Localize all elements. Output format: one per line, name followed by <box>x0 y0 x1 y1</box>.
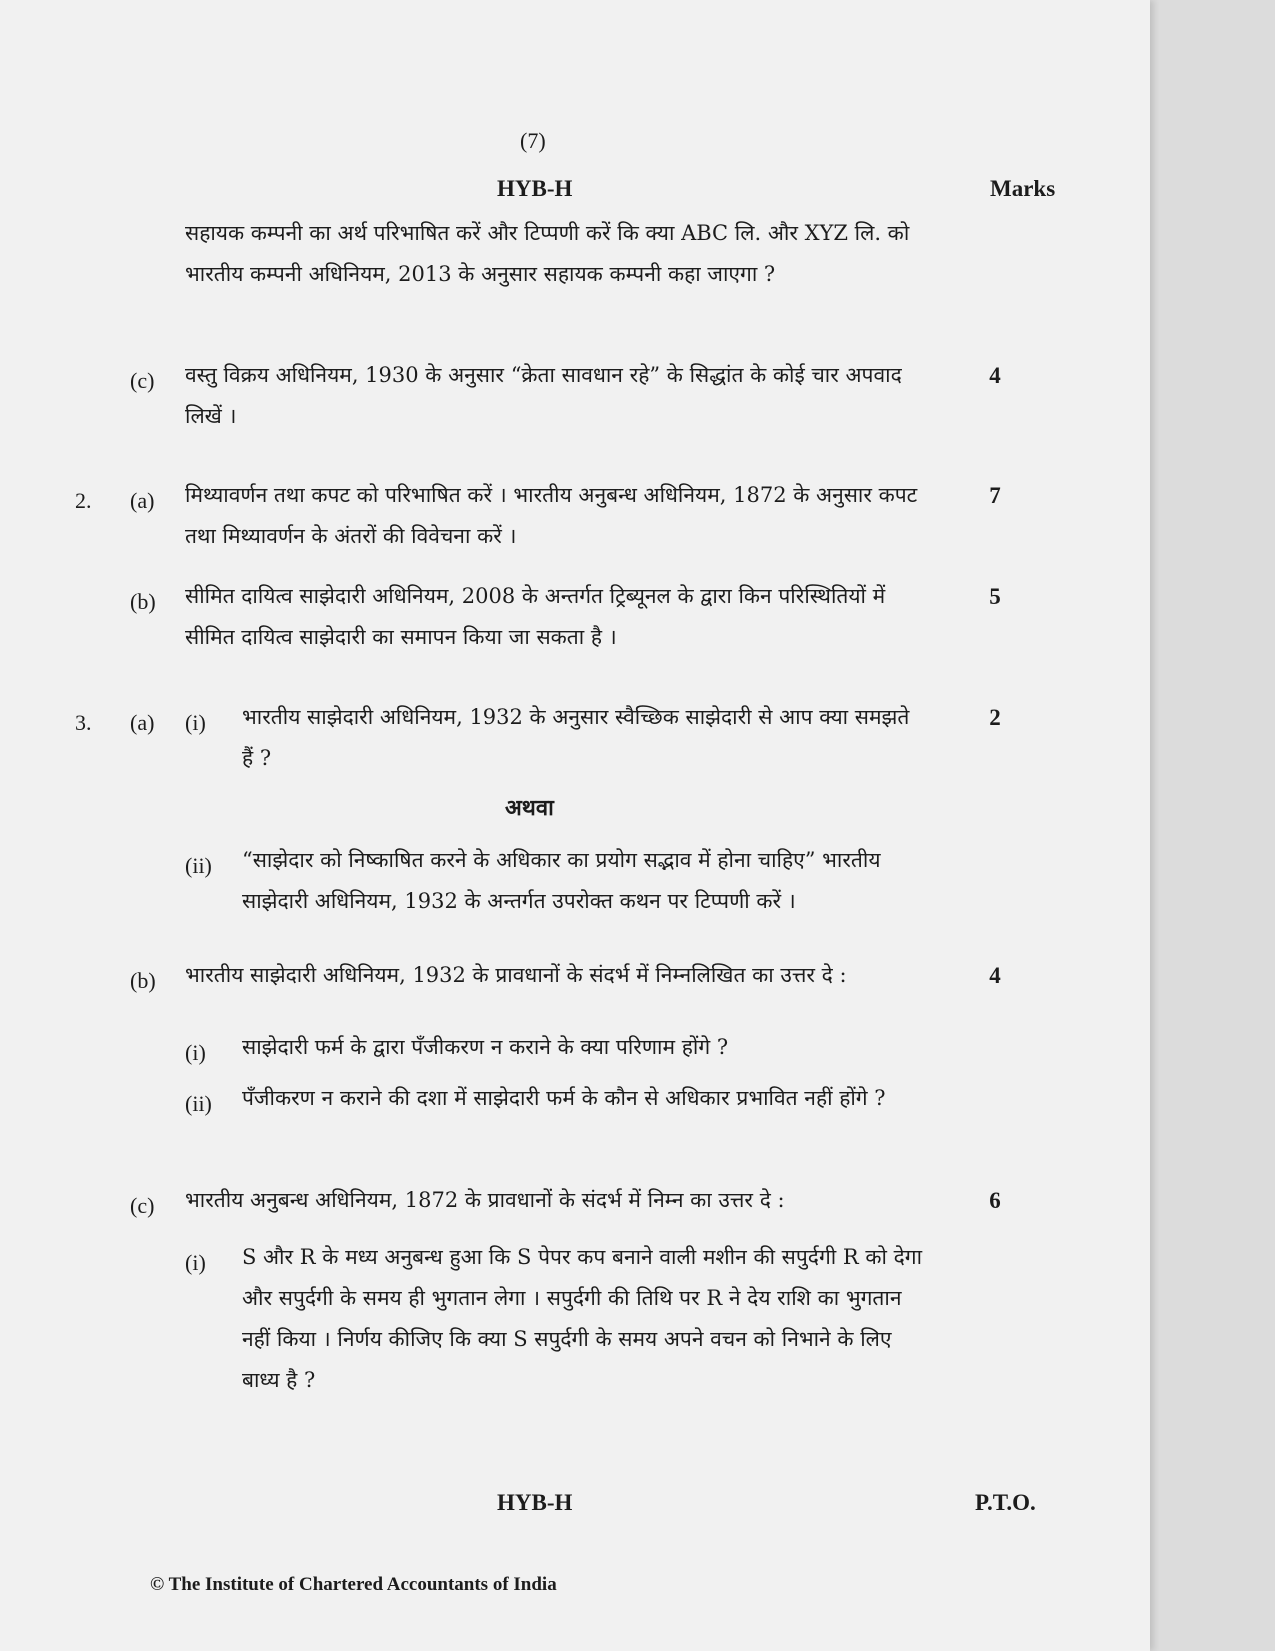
q3a-i-marks: 2 <box>989 705 1001 730</box>
q3b-i-text: साझेदारी फर्म के द्वारा पँजीकरण न कराने के क्या परिणाम होंगे ? <box>242 1035 729 1059</box>
pto-label: P.T.O. <box>975 1490 1036 1515</box>
marks-column-heading: Marks <box>990 176 1056 201</box>
q3a-label: (a) <box>130 710 155 735</box>
footer-paper-code: HYB-H <box>497 1490 573 1515</box>
q3a-ii-text: “साझेदार को निष्काषित करने के अधिकार का प्रयोग सद्भाव में होना चाहिए” भारतीय साझेदारी अधिनियम, 1932 के अन्तर्गत उपरोक्त कथन पर टिप्पणी करें । <box>242 848 881 913</box>
continuation-text: सहायक कम्पनी का अर्थ परिभाषित करें और टिप्पणी करें कि क्या ABC लि. और XYZ लि. को भारतीय कम्पनी अधिनियम, 2013 के अनुसार सहायक कम्पनी कहा जाएगा ? <box>185 221 910 286</box>
q3b-ii-label: (ii) <box>185 1091 212 1116</box>
q2-number: 2. <box>75 488 92 513</box>
q2a-label: (a) <box>130 488 155 513</box>
q3a-ii-label: (ii) <box>185 853 212 878</box>
q3c-label: (c) <box>130 1193 155 1218</box>
q3a-i-label: (i) <box>185 710 206 735</box>
q2a-text: मिथ्यावर्णन तथा कपट को परिभाषित करें । भारतीय अनुबन्ध अधिनियम, 1872 के अनुसार कपट तथा मिथ्यावर्णन के अंतरों की विवेचना करें । <box>185 483 918 548</box>
q3b-ii-text: पँजीकरण न कराने की दशा में साझेदारी फर्म के कौन से अधिकार प्रभावित नहीं होंगे ? <box>242 1086 886 1110</box>
q3b-marks: 4 <box>989 963 1001 988</box>
page-number: (7) <box>520 128 546 153</box>
q3b-text: भारतीय साझेदारी अधिनियम, 1932 के प्रावधानों के संदर्भ में निम्नलिखित का उत्तर दे : <box>185 963 847 987</box>
q1c-label: (c) <box>130 368 155 393</box>
q3-number: 3. <box>75 710 92 735</box>
q3b-label: (b) <box>130 968 156 993</box>
q3a-i-text: भारतीय साझेदारी अधिनियम, 1932 के अनुसार स्वैच्छिक साझेदारी से आप क्या समझते हैं ? <box>242 705 910 770</box>
q1c-text: वस्तु विक्रय अधिनियम, 1930 के अनुसार “क्रेता सावधान रहे” के सिद्धांत के कोई चार अपवाद लिखें । <box>185 363 902 428</box>
q3c-i-text: S और R के मध्य अनुबन्ध हुआ कि S पेपर कप बनाने वाली मशीन की सपुर्दगी R को देगा और सपुर्दगी के समय ही भुगतान लेगा । सपुर्दगी की तिथि पर R ने देय राशि का भुगतान नहीं किया । निर्णय कीजिए कि क्या S सपुर्दगी के समय अपने वचन को निभाने के लिए बाध्य है ? <box>242 1245 923 1392</box>
q2b-marks: 5 <box>989 584 1001 609</box>
q3c-text: भारतीय अनुबन्ध अधिनियम, 1872 के प्रावधानों के संदर्भ में निम्न का उत्तर दे : <box>185 1188 785 1212</box>
q2b-label: (b) <box>130 589 156 614</box>
q3b-i-label: (i) <box>185 1040 206 1065</box>
header-paper-code: HYB-H <box>497 176 573 201</box>
q3c-i-label: (i) <box>185 1250 206 1275</box>
or-divider: अथवा <box>505 795 554 821</box>
q1c-marks: 4 <box>989 363 1001 388</box>
q3c-marks: 6 <box>989 1188 1001 1213</box>
copyright-notice: © The Institute of Chartered Accountants of India <box>150 1574 557 1595</box>
q2b-text: सीमित दायित्व साझेदारी अधिनियम, 2008 के अन्तर्गत ट्रिब्यूनल के द्वारा किन परिस्थितियों में सीमित दायित्व साझेदारी का समापन किया जा सकता है । <box>185 584 886 649</box>
q2a-marks: 7 <box>989 483 1001 508</box>
